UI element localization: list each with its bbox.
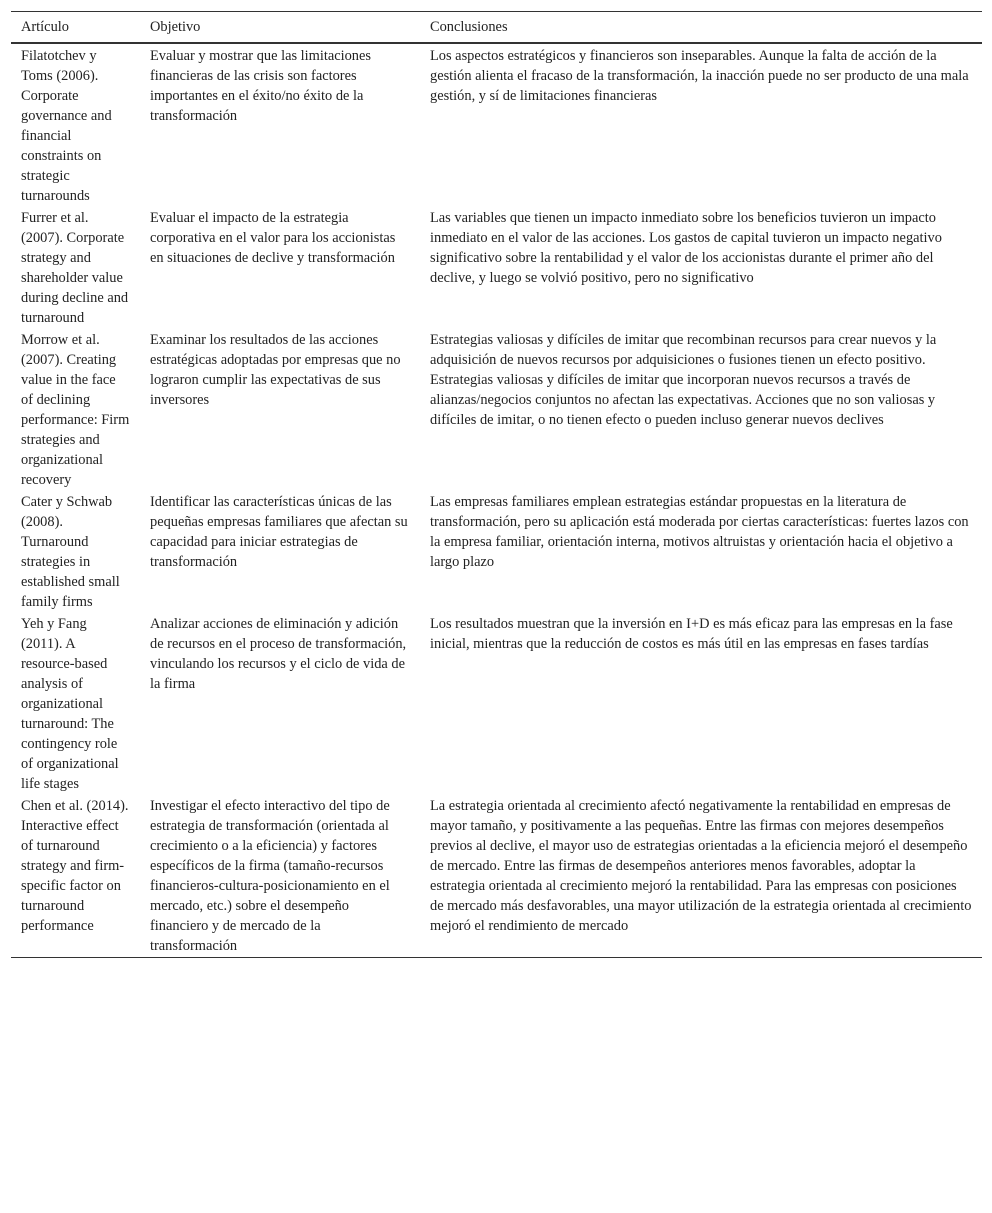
cell-conclusiones: Estrategias valiosas y difíciles de imitar que recombinan recursos para crear nuevos y la adquisición de nuevos recursos por adquisiciones o fusiones tienen un efecto positivo. Estrategias valiosas y difíciles de imitar que incorporan nuevos recursos a través de alianzas/negocios conjuntos no afectan las expectativas. Acciones que no son valiosas y difíciles de imitar, o no tienen efecto o pueden incluso generar nuevos declives (430, 332, 937, 428)
table-row (11, 795, 982, 958)
cell-conclusiones: Las variables que tienen un impacto inmediato sobre los beneficios tuvieron un impacto inmediato en el valor de las acciones. Los gastos de capital tuvieron un impacto negativo significativo sobre la rentabilidad y el valor de los accionistas durante el primer año del declive, y luego se volvió positivo, pero no significativo (430, 210, 942, 286)
cell-objetivo: Examinar los resultados de las acciones estratégicas adoptadas por empresas que no lograron cumplir las expectativas de sus inversores (150, 332, 401, 408)
cell-conclusiones: Los resultados muestran que la inversión en I+D es más eficaz para las empresas en la fase inicial, mientras que la reducción de costos es más útil en las empresas en fases tardías (430, 616, 953, 652)
literature-table (11, 11, 982, 958)
cell-objetivo: Investigar el efecto interactivo del tipo de estrategia de transformación (orientada al crecimiento o a la eficiencia) y factores específicos de la firma (tamaño-recursos financieros-cultura-posicionamiento en el mercado, etc.) sobre el desempeño financiero y de mercado de la transformación (150, 798, 390, 954)
table-row (11, 207, 982, 329)
header-articulo: Artículo (21, 19, 69, 35)
cell-conclusiones: La estrategia orientada al crecimiento afectó negativamente la rentabilidad en empresas de mayor tamaño, y positivamente a las pequeñas. Entre las firmas con mejores desempeños previos al declive, el mayor uso de estrategias orientadas a la eficiencia mejoró el desempeño de mercado. Entre las firmas de desempeños anteriores menos favorables, adoptar la estrategia orientada al crecimiento mejoró la rentabilidad. Para las empresas con posiciones de mercado más desfavorables, una mayor utilización de la estrategia orientada al crecimiento mejoró el rendimiento de mercado (430, 798, 972, 934)
header-objetivo: Objetivo (150, 19, 201, 35)
cell-articulo: Morrow et al. (2007). Creating value in the face of declining performance: Firm strategies and organizational recovery (21, 332, 130, 488)
table-row (11, 43, 982, 207)
literature-table-container (11, 11, 982, 958)
cell-objetivo: Analizar acciones de eliminación y adición de recursos en el proceso de transformación, vinculando los recursos y el ciclo de vida de la firma (150, 616, 407, 692)
table-row (11, 613, 982, 795)
cell-articulo: Furrer et al. (2007). Corporate strategy and shareholder value during decline and turnaround (21, 210, 129, 326)
cell-articulo: Filatotchev y Toms (2006). Corporate governance and financial constraints on strategic turnarounds (21, 48, 112, 204)
cell-articulo: Chen et al. (2014). Interactive effect of turnaround strategy and firm-specific factor on turnaround performance (21, 798, 129, 934)
cell-articulo: Yeh y Fang (2011). A resource-based analysis of organizational turnaround: The contingency role of organizational life stages (21, 616, 119, 792)
header-conclusiones: Conclusiones (430, 19, 508, 35)
cell-conclusiones: Los aspectos estratégicos y financieros son inseparables. Aunque la falta de acción de la gestión alienta el fracaso de la transformación, la inacción puede no ser producto de una mala gestión, y sí de limitaciones financieras (430, 48, 969, 104)
cell-conclusiones: Las empresas familiares emplean estrategias estándar propuestas en la literatura de transformación, pero su aplicación está moderada por ciertas características: fuertes lazos con la empresa familiar, orientación interna, motivos altruistas y orientación hacia el objetivo a largo plazo (430, 494, 969, 570)
cell-objetivo: Evaluar y mostrar que las limitaciones financieras de las crisis son factores importantes en el éxito/no éxito de la transformación (150, 48, 371, 124)
table-row (11, 329, 982, 491)
table-row (11, 491, 982, 613)
table-header-row (11, 12, 982, 44)
cell-objetivo: Evaluar el impacto de la estrategia corporativa en el valor para los accionistas en situaciones de declive y transformación (150, 210, 396, 266)
cell-articulo: Cater y Schwab (2008). Turnaround strategies in established small family firms (21, 494, 120, 610)
cell-objetivo: Identificar las características únicas de las pequeñas empresas familiares que afectan su capacidad para iniciar estrategias de transformación (150, 494, 408, 570)
